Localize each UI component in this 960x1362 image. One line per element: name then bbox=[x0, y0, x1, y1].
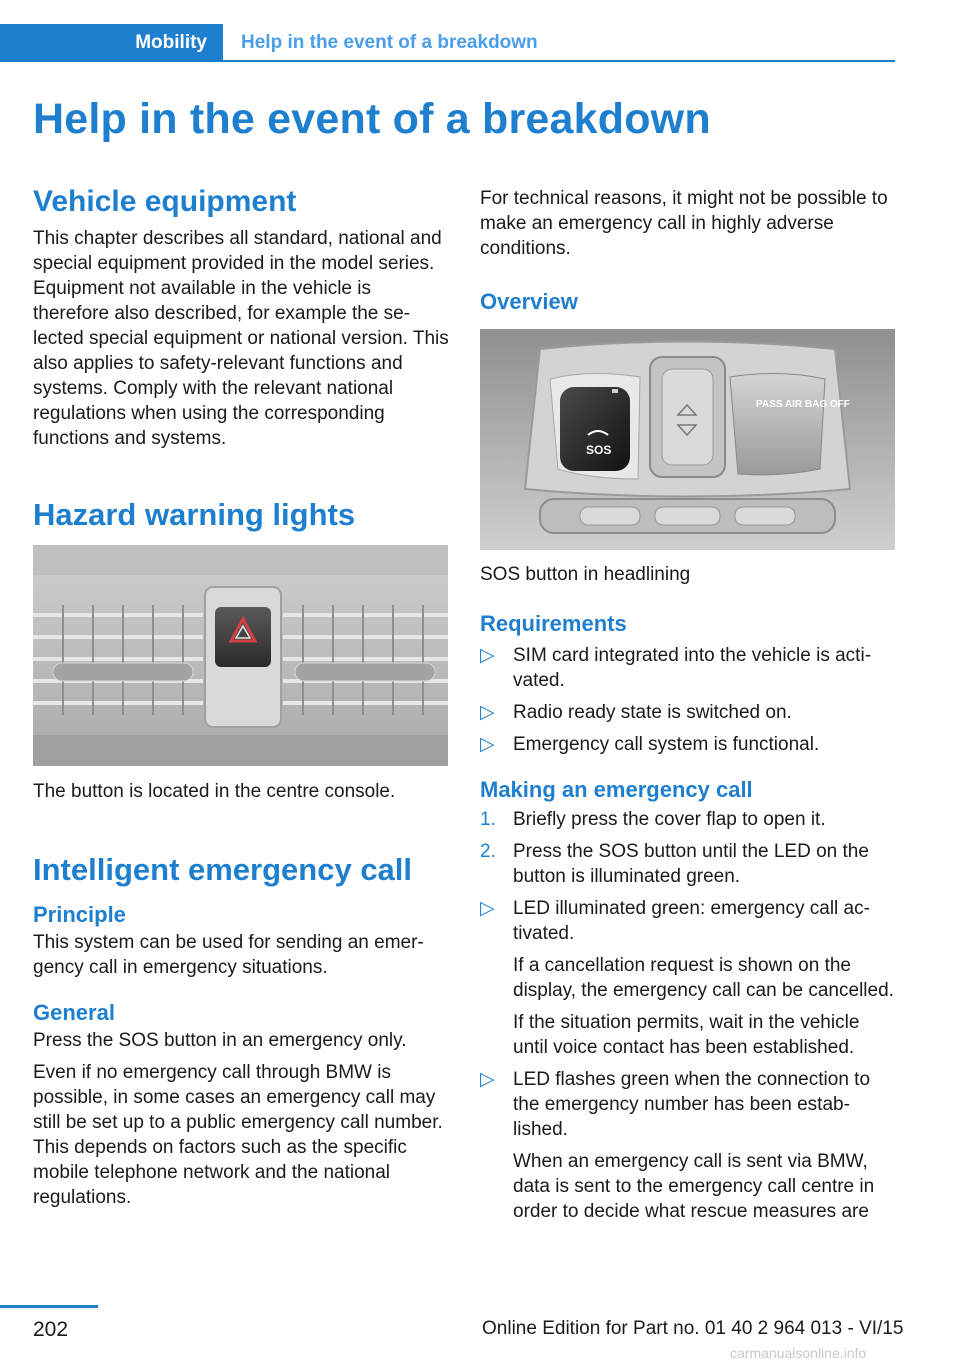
overview-caption: SOS button in headlining bbox=[480, 564, 691, 585]
led-status-list bbox=[480, 896, 895, 1224]
led-item-text: LED illuminated green: emergency call activated. bbox=[513, 898, 870, 944]
sos-button-image bbox=[480, 329, 895, 550]
list-item: ▷ SIM card integrated into the vehicle is activated. bbox=[480, 645, 872, 691]
triangle-right-outline-icon: ▷ bbox=[480, 898, 495, 919]
emergency-intro-text: For technical reasons, it might not be possible to make an emergency call in highly adverse conditions. bbox=[480, 188, 888, 259]
heading-general: General bbox=[33, 1000, 115, 1025]
header-rule bbox=[223, 60, 895, 62]
list-item: ▷ Emergency call system is functional. bbox=[480, 734, 820, 755]
triangle-right-outline-icon: ▷ bbox=[480, 734, 495, 755]
hazard-lights-illustration bbox=[33, 545, 448, 766]
heading-vehicle-equipment: Vehicle equipment bbox=[33, 185, 297, 218]
page-title: Help in the event of a breakdown bbox=[33, 95, 711, 143]
steps-list bbox=[480, 807, 895, 889]
led-item-text: LED flashes green when the connection to the emergency number has been established. bbox=[513, 1069, 871, 1140]
pass-airbag-label: PASS AIR BAG OFF bbox=[756, 399, 850, 410]
heading-overview: Overview bbox=[480, 289, 578, 314]
general-text-1: Press the SOS button in an emergency only. bbox=[33, 1030, 407, 1051]
list-item bbox=[480, 896, 895, 1060]
page-number: 202 bbox=[33, 1318, 69, 1341]
sos-label: SOS bbox=[586, 443, 612, 457]
chapter-tab[interactable]: Mobility bbox=[0, 24, 223, 62]
edition-note: Online Edition for Part no. 01 40 2 964 013 - VI/15 bbox=[482, 1318, 904, 1339]
heading-intelligent-emergency-call: Intelligent emergency call bbox=[33, 852, 413, 887]
triangle-right-outline-icon: ▷ bbox=[480, 645, 495, 666]
vehicle-equipment-text: This chapter describes all standard, national and special equipment provided in the model series. Equipment not available in the vehicle is therefore also described, for example the selected special equipment or national version. This also applies to safety-relevant functions and systems. Comply with the relevant national regulations when using the corresponding functions and systems. bbox=[33, 228, 449, 449]
right-column bbox=[480, 182, 895, 1224]
list-item: 1. Briefly press the cover flap to open it. bbox=[480, 809, 826, 830]
led-item-note: If the situation permits, wait in the vehicle until voice contact has been established. bbox=[513, 1012, 860, 1058]
running-header bbox=[0, 24, 895, 62]
requirements-list bbox=[480, 643, 895, 757]
list-item bbox=[480, 1067, 895, 1224]
hazard-lights-image bbox=[33, 545, 448, 766]
triangle-right-outline-icon: ▷ bbox=[480, 702, 495, 723]
heading-making-emergency-call: Making an emergency call bbox=[480, 777, 753, 802]
hazard-caption: The button is located in the centre console. bbox=[33, 781, 396, 802]
list-item: 2. Press the SOS button until the LED on the button is illuminated green. bbox=[480, 841, 869, 887]
section-tab[interactable]: Help in the event of a breakdown bbox=[241, 32, 538, 53]
led-item-note: If a cancellation request is shown on the display, the emergency call can be cancelled. bbox=[513, 955, 894, 1001]
step-number: 1. bbox=[480, 809, 496, 830]
general-text-2: Even if no emergency call through BMW is possible, in some cases an emergency call may still be set up to a public emergency call number. This depends on factors such as the specific mobile telephone network and the national regulations. bbox=[33, 1062, 443, 1208]
left-column bbox=[33, 182, 449, 1210]
triangle-right-outline-icon: ▷ bbox=[480, 1069, 495, 1090]
heading-hazard-warning-lights: Hazard warning lights bbox=[33, 497, 356, 532]
watermark: carmanualsonline.info bbox=[730, 1345, 867, 1361]
footer-rule bbox=[0, 1305, 98, 1308]
principle-text: This system can be used for sending an emergency call in emergency situations. bbox=[33, 932, 424, 978]
step-number: 2. bbox=[480, 841, 496, 862]
heading-principle: Principle bbox=[33, 902, 126, 927]
led-item-note: When an emergency call is sent via BMW, data is sent to the emergency call centre in order to decide what rescue measures are bbox=[513, 1151, 875, 1222]
heading-requirements: Requirements bbox=[480, 611, 627, 636]
list-item: ▷ Radio ready state is switched on. bbox=[480, 702, 792, 723]
sos-headlining-illustration bbox=[480, 329, 895, 550]
